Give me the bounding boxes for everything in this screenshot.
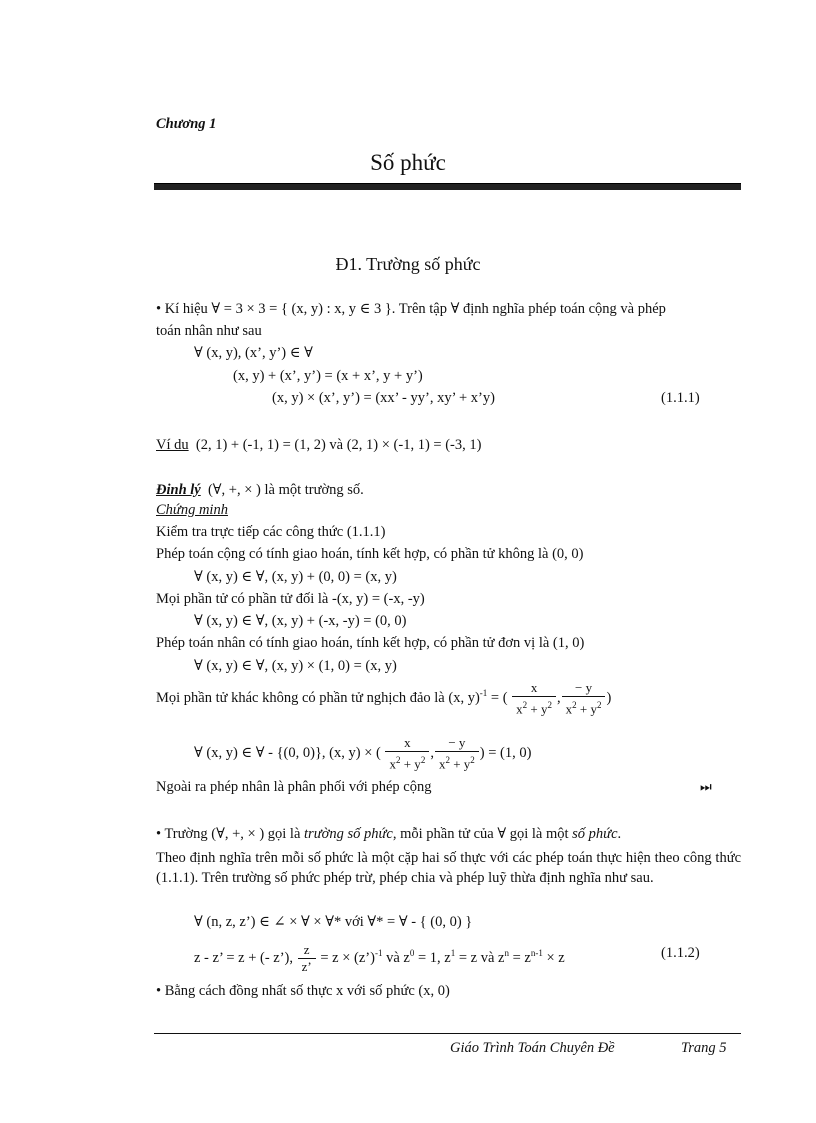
- inverse-eq: = (: [487, 690, 508, 706]
- theorem-label: Đinh lý: [156, 482, 201, 498]
- complex-forall-line: ∀ (n, z, z’) ∈ ∠ × ∀ × ∀* với ∀* = ∀ - { (0, 0) }: [194, 914, 473, 930]
- distributive-line: Ngoài ra phép nhân là phân phối với phép cộng: [156, 779, 432, 795]
- fraction-x: $\frac{x}{x^2 + y^2}$: [385, 735, 429, 772]
- proof-formula: ∀ (x, y) ∈ ∀, (x, y) × (1, 0) = (x, y): [194, 658, 397, 674]
- page-number: Trang 5: [681, 1040, 727, 1056]
- proof-label: Chứng minh: [156, 502, 228, 518]
- formula-addition: (x, y) + (x’, y’) = (x + x’, y + y’): [233, 368, 423, 384]
- complex-def-line: • Trường (∀, +, × ) gọi là trường số phức, mỗi phần tử của ∀ gọi là một số phức.: [156, 826, 622, 842]
- chapter-label: Chương 1: [156, 116, 217, 132]
- proof-line: Kiểm tra trực tiếp các công thức (1.1.1): [156, 524, 386, 540]
- footer-rule: [154, 1033, 741, 1034]
- title-rule: [154, 183, 741, 190]
- example-line: [156, 437, 481, 454]
- inverse-text: Mọi phần tử khác không có phần tử nghịch đảo là (x, y): [156, 690, 480, 706]
- inverse-line: Mọi phần tử khác không có phần tử nghịch đảo là (x, y)$^{-1}$ = ( $\frac{x}{x^2 + y^2}$ , $\frac{- y}{x^2 + y^2}$ ): [156, 680, 612, 717]
- example-label: Ví du: [156, 437, 189, 453]
- proof-formula: ∀ (x, y) ∈ ∀, (x, y) + (-x, -y) = (0, 0): [194, 613, 407, 629]
- end-of-proof-icon: ⏭: [700, 779, 712, 794]
- proof-line: Mọi phần tử có phần tử đối là -(x, y) = (-x, -y): [156, 591, 425, 607]
- theorem-line: [156, 482, 364, 499]
- intro-line-1: • Kí hiệu ∀ = 3 × 3 = { (x, y) : x, y ∈ 3 }. Trên tập ∀ định nghĩa phép toán cộng và phép: [156, 301, 666, 317]
- formula-multiplication: (x, y) × (x’, y’) = (xx’ - yy’, xy’ + x’y): [272, 390, 495, 406]
- fraction-x: $\frac{x}{x^2 + y^2}$: [512, 680, 556, 717]
- inverse-check-line: ∀ (x, y) ∈ ∀ - {(0, 0)}, (x, y) × ( $\frac{x}{x^2 + y^2}$ , $\frac{- y}{x^2 + y^2}$ ) = (1, 0): [194, 735, 532, 772]
- formula-forall: ∀ (x, y), (x’, y’) ∈ ∀: [194, 345, 313, 361]
- proof-formula: ∀ (x, y) ∈ ∀, (x, y) + (0, 0) = (x, y): [194, 569, 397, 585]
- complex-operations-line: z - z’ = z + (- z’), $\frac{z}{z’}$ = z × (z’)$^{-1}$ và $z^0 = 1$, $z^1 = z$ và $z^n = z^{n-1} \times z$: [194, 942, 565, 974]
- fraction-y: $\frac{- y}{x^2 + y^2}$: [435, 735, 479, 772]
- complex-def-paragraph: Theo định nghĩa trên mỗi số phức là một cặp hai số thực với các phép toán thực hiện theo công thức (1.1.1). Trên trường số phức phép trừ, phép chia và phép luỹ thừa định nghĩa như sau.: [156, 850, 741, 886]
- term-complex-number: số phức: [572, 826, 618, 842]
- identification-line: • Bằng cách đồng nhất số thực x với số phức (x, 0): [156, 983, 450, 999]
- intro-line-2: toán nhân như sau: [156, 323, 262, 339]
- inverse-sup: -1: [479, 688, 488, 699]
- term-complex-field: trường số phức: [304, 826, 393, 842]
- proof-line: Phép toán cộng có tính giao hoán, tính kết hợp, có phần tử không là (0, 0): [156, 546, 584, 562]
- footer-book-title: Giáo Trình Toán Chuyên Đề: [450, 1040, 615, 1056]
- fraction-y: $\frac{- y}{x^2 + y^2}$: [562, 680, 606, 717]
- section-title: Đ1. Trường số phức: [335, 254, 481, 274]
- proof-line: Phép toán nhân có tính giao hoán, tính kết hợp, có phần tử đơn vị là (1, 0): [156, 635, 585, 651]
- example-text: (2, 1) + (-1, 1) = (1, 2) và (2, 1) × (-1, 1) = (-3, 1): [195, 437, 482, 453]
- theorem-text: (∀, +, × ) là một trường số.: [207, 482, 364, 498]
- fraction-z: $\frac{z}{z’}$: [298, 942, 316, 975]
- chapter-title: Số phức: [370, 150, 446, 175]
- equation-number-1-1-1: (1.1.1): [661, 390, 700, 406]
- equation-number-1-1-2: (1.1.2): [661, 945, 700, 961]
